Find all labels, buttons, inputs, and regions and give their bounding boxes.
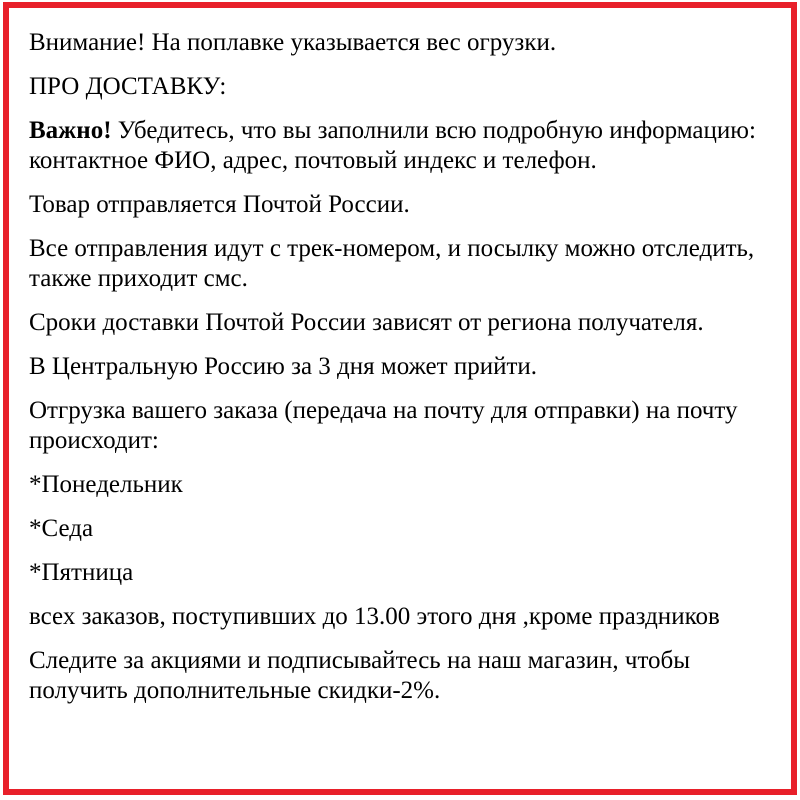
weight-notice: Внимание! На поплавке указывается вес огрузки. bbox=[29, 29, 557, 56]
important-text: Убедитесь, что вы заполнили всю подробную информацию: контактное ФИО, адрес, почтовый индекс и телефон. bbox=[29, 117, 756, 174]
important-label: Важно! bbox=[29, 117, 112, 144]
delivery-heading: ПРО ДОСТАВКУ: bbox=[29, 73, 227, 100]
dispatch-day-friday: *Пятница bbox=[29, 559, 134, 586]
dispatch-schedule-intro: Отгрузка вашего заказа (передача на почту для отправки) на почту происходит: bbox=[29, 397, 738, 454]
important-notice bbox=[29, 116, 769, 176]
delivery-times: Сроки доставки Почтой России зависят от региона получателя. bbox=[29, 309, 704, 336]
shipping-carrier: Товар отправляется Почтой России. bbox=[29, 191, 410, 218]
dispatch-day-wednesday: *Седа bbox=[29, 515, 94, 542]
dispatch-day-monday: *Понедельник bbox=[29, 471, 183, 498]
discount-promo: Следите за акциями и подписывайтесь на наш магазин, чтобы получить дополнительные скидки-2%. bbox=[29, 647, 691, 704]
document-body bbox=[29, 28, 769, 720]
central-russia-time: В Центральную Россию за 3 дня может прийти. bbox=[29, 353, 538, 380]
order-cutoff: всех заказов, поступивших до 13.00 этого дня ,кроме праздников bbox=[29, 603, 720, 630]
tracking-info: Все отправления идут с трек-номером, и посылку можно отследить, также приходит смс. bbox=[29, 235, 755, 292]
